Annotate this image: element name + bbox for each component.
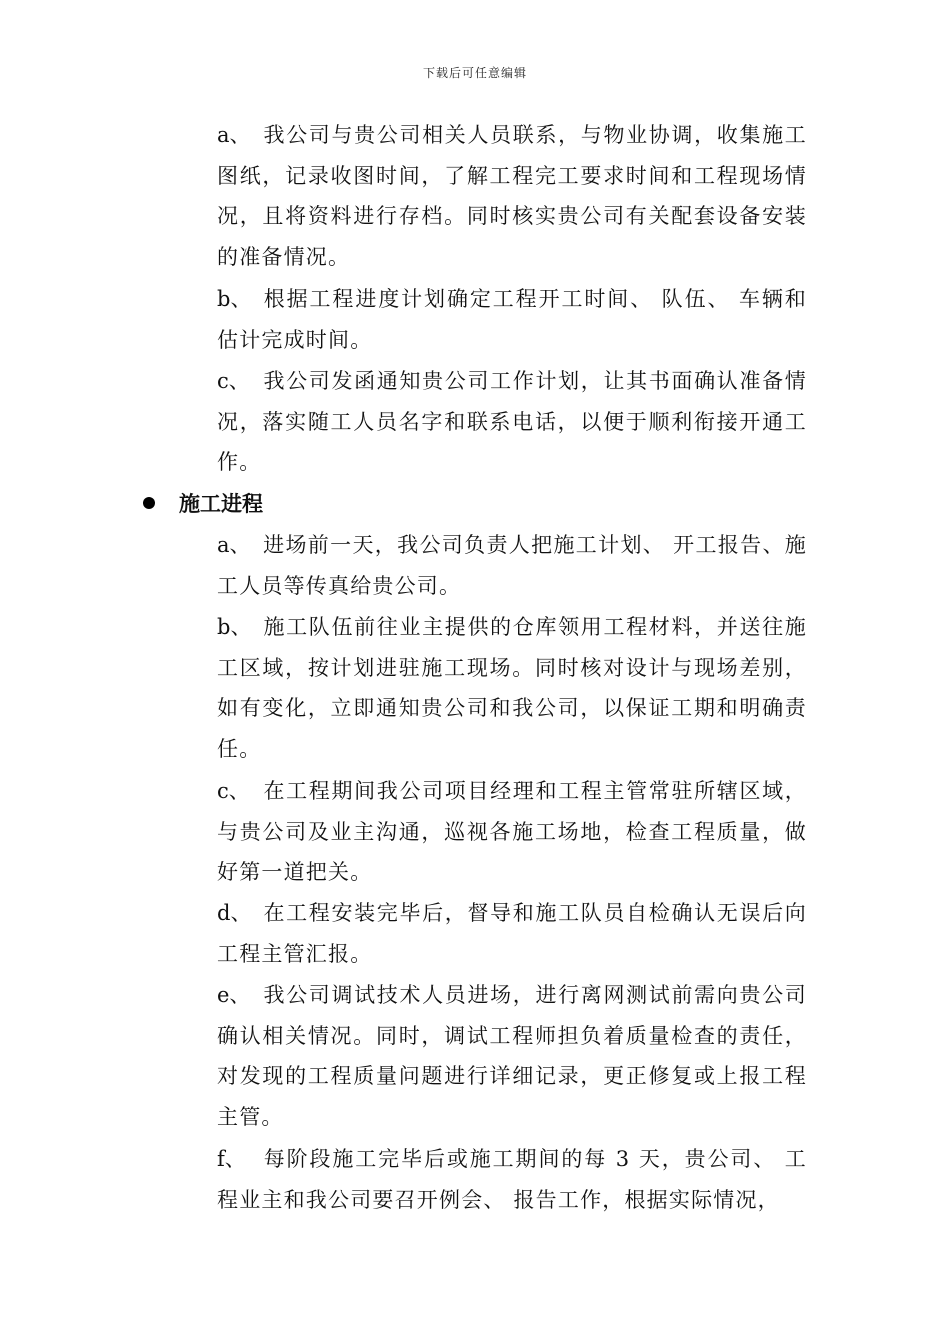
item-marker: c、: [217, 779, 250, 803]
prep-item-b: [217, 279, 807, 360]
item-marker: a、: [217, 533, 251, 557]
item-text: 在工程期间我公司项目经理和工程主管常驻所辖区域，与贵公司及业主沟通，巡视各施工场地，检查工程质量，做好第一道把关。: [217, 779, 807, 884]
item-marker: c、: [217, 369, 250, 393]
item-marker: b、: [217, 287, 252, 311]
item-marker: a、: [217, 123, 251, 147]
process-item-e: [217, 975, 807, 1137]
item-marker: e、: [217, 983, 251, 1007]
section-title: 施工进程: [179, 492, 263, 516]
item-text: 我公司调试技术人员进场，进行离网测试前需向贵公司确认相关情况。同时，调试工程师担负着质量检查的责任，对发现的工程质量问题进行详细记录，更正修复或上报工程主管。: [217, 983, 807, 1129]
item-marker: d、: [217, 901, 252, 925]
page-header: 下载后可任意编辑: [422, 66, 527, 80]
prep-item-a: [217, 115, 807, 277]
item-text: 根据工程进度计划确定工程开工时间、 队伍、 车辆和估计完成时间。: [217, 287, 807, 352]
process-item-a: [217, 525, 807, 606]
bullet-icon: [143, 497, 155, 509]
item-marker: f、: [217, 1147, 246, 1171]
process-item-f: [217, 1139, 807, 1220]
process-item-c: [217, 771, 807, 893]
item-text: 进场前一天，我公司负责人把施工计划、 开工报告、施工人员等传真给贵公司。: [217, 533, 807, 598]
process-item-d: [217, 893, 807, 974]
item-text: 我公司与贵公司相关人员联系，与物业协调，收集施工图纸，记录收图时间，了解工程完工要求时间和工程现场情况，且将资料进行存档。同时核实贵公司有关配套设备安装的准备情况。: [217, 123, 807, 269]
item-text: 在工程安装完毕后，督导和施工队员自检确认无误后向工程主管汇报。: [217, 901, 807, 966]
item-text: 施工队伍前往业主提供的仓库领用工程材料，并送往施工区域，按计划进驻施工现场。同时核对设计与现场差别，如有变化，立即通知贵公司和我公司，以保证工期和明确责任。: [217, 615, 807, 761]
section-heading: [143, 484, 263, 524]
item-text: 每阶段施工完毕后或施工期间的每 3 天，贵公司、 工程业主和我公司要召开例会、 报告工作，根据实际情况，: [217, 1147, 807, 1212]
item-text: 我公司发函通知贵公司工作计划，让其书面确认准备情况，落实随工人员名字和联系电话，以便于顺利衔接开通工作。: [217, 369, 807, 474]
prep-item-c: [217, 361, 807, 483]
process-item-b: [217, 607, 807, 769]
item-marker: b、: [217, 615, 252, 639]
